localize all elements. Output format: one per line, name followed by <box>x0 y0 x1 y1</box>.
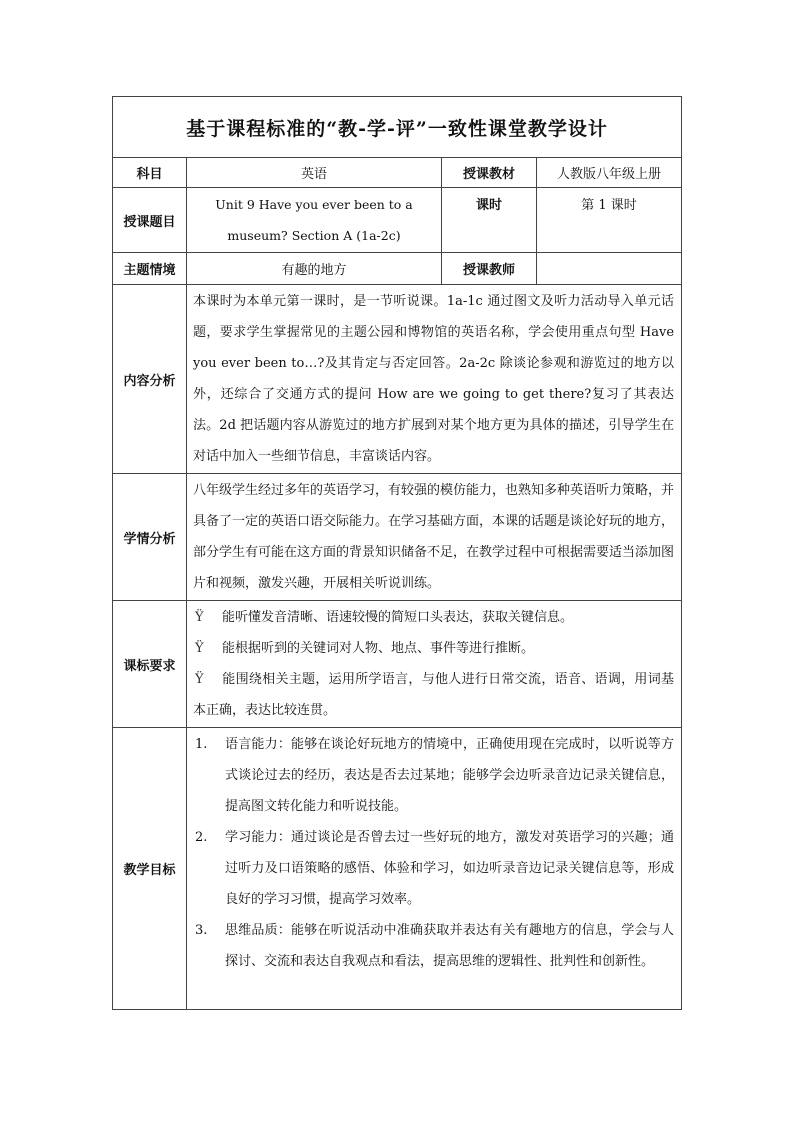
objective-number: 1. <box>195 737 208 752</box>
objectives-label: 教学目标 <box>113 728 187 1010</box>
objective-item <box>193 729 674 822</box>
objective-text: 思维品质：能够在听说活动中准确获取并表达有关有趣地方的信息，学会与人探讨、交流和表达自我观点和看法，提高思维的逻辑性、批判性和创新性。 <box>225 923 675 969</box>
period-value: 第 1 课时 <box>537 188 682 253</box>
objective-item <box>193 822 674 915</box>
objective-number: 3. <box>195 923 208 938</box>
objective-number: 2. <box>195 830 208 845</box>
learner-analysis-text: 八年级学生经过多年的英语学习，有较强的模仿能力，也熟知多种英语听力策略，并具备了一定的英语口语交际能力。在学习基础方面，本课的话题是谈论好玩的地方，部分学生有可能在这方面的背景知识储备不足，在教学过程中可根据需要适当添加图片和视频，激发兴趣，开展相关听说训练。 <box>187 474 682 601</box>
topic-value <box>187 188 442 253</box>
bullet-icon: Ÿ <box>195 610 204 625</box>
subject-label: 科目 <box>113 158 187 188</box>
theme-value: 有趣的地方 <box>187 253 442 285</box>
standard-text: 能根据听到的关键词对人物、地点、事件等进行推断。 <box>222 641 535 656</box>
bullet-icon: Ÿ <box>195 672 204 687</box>
objective-text: 学习能力：通过谈论是否曾去过一些好玩的地方，激发对英语学习的兴趣；通过听力及口语策略的感悟、体验和学习，如边听录音边记录关键信息等，形成良好的学习习惯，提高学习效率。 <box>225 830 675 907</box>
standard-text: 能听懂发音清晰、语速较慢的简短口头表达，获取关键信息。 <box>222 610 574 625</box>
standard-item <box>193 633 674 664</box>
topic-line-2: museum? Section A (1a-2c) <box>227 228 401 243</box>
page-title: 基于课程标准的“教-学-评”一致性课堂教学设计 <box>186 117 608 140</box>
standards-label: 课标要求 <box>113 601 187 728</box>
standard-item <box>193 602 674 633</box>
content-analysis-text: 本课时为本单元第一课时，是一节听说课。1a-1c 通过图文及听力活动导入单元话题，要求学生掌握常见的主题公园和博物馆的英语名称，学会使用重点句型 Have you ever been to…?及其肯定与否定回答。2a-2c 除谈论参观和游览过的地方以外，还综合了交通方式的提问 How are we going to get there?复习了其表达法。2d 把话题内容从游览过的地方扩展到对某个地方更为具体的描述，引导学生在对话中加入一些细节信息，丰富谈话内容。 <box>187 285 682 474</box>
teacher-label: 授课教师 <box>442 253 537 285</box>
standard-item <box>193 664 674 726</box>
teacher-value <box>537 253 682 285</box>
textbook-value: 人教版八年级上册 <box>537 158 682 188</box>
textbook-label: 授课教材 <box>442 158 537 188</box>
lesson-design-table <box>112 96 682 1010</box>
objective-item <box>193 915 674 977</box>
title-cell <box>113 97 682 158</box>
topic-label: 授课题目 <box>113 188 187 253</box>
period-label: 课时 <box>442 188 537 253</box>
topic-line-1: Unit 9 Have you ever been to a <box>215 197 413 212</box>
standard-text: 能围绕相关主题，运用所学语言，与他人进行日常交流，语音、语调，用词基本正确，表达比较连贯。 <box>193 672 675 718</box>
objectives-list <box>187 728 682 1010</box>
objective-text: 语言能力：能够在谈论好玩地方的情境中，正确使用现在完成时，以听说等方式谈论过去的经历，表达是否去过某地；能够学会边听录音边记录关键信息，提高图文转化能力和听说技能。 <box>225 737 675 814</box>
learner-analysis-label: 学情分析 <box>113 474 187 601</box>
theme-label: 主题情境 <box>113 253 187 285</box>
standards-list <box>187 601 682 728</box>
bullet-icon: Ÿ <box>195 641 204 656</box>
content-analysis-label: 内容分析 <box>113 285 187 474</box>
subject-value: 英语 <box>187 158 442 188</box>
